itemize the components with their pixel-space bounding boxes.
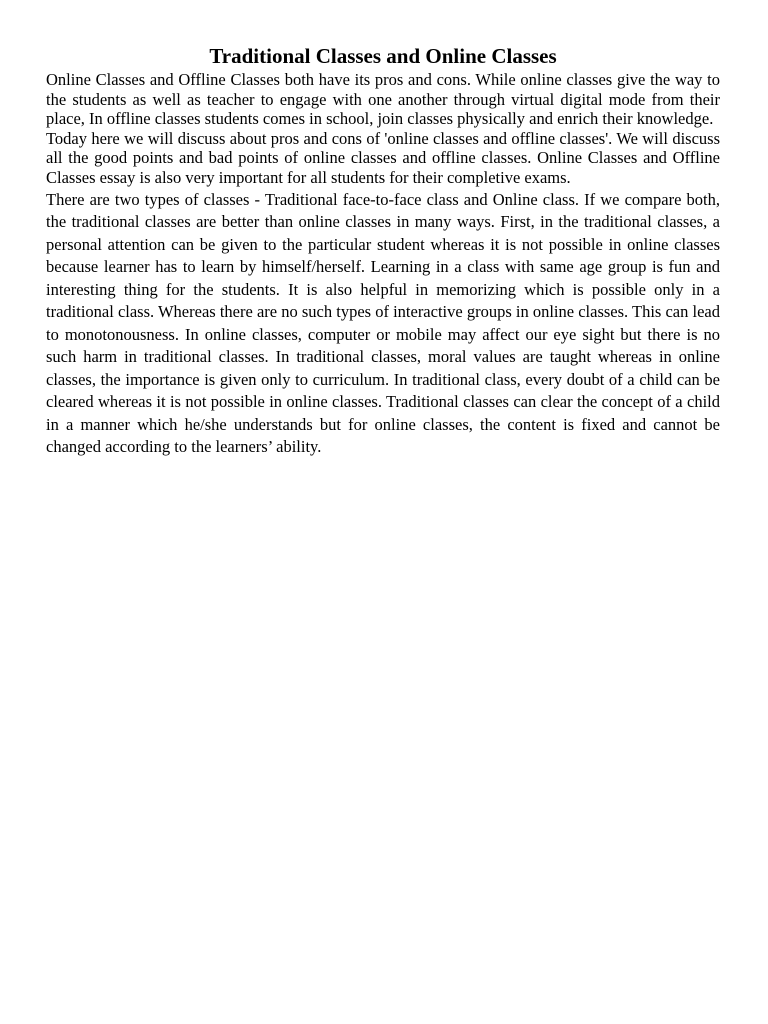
essay-body — [46, 44, 720, 459]
intro-paragraph: Online Classes and Offline Classes both have its pros and cons. While online classes give the way to the students as well as teacher to engage with one another through virtual digital mode from their place, In offline classes students comes in school, join classes physically and enrich their knowledge. — [46, 70, 720, 129]
comparison-paragraph: There are two types of classes - Traditional face-to-face class and Online class. If we compare both, the traditional classes are better than online classes in many ways. First, in the traditional classes, a personal attention can be given to the particular student whereas it is not possible in online classes because learner has to learn by himself/herself. Learning in a class with same age group is fun and interesting thing for the students. It is also helpful in memorizing which is possible only in a traditional class. Whereas there are no such types of interactive groups in online classes. This can lead to monotonousness. In online classes, computer or mobile may affect our eye sight but there is no such harm in traditional classes. In traditional classes, moral values are taught whereas in online classes, the importance is given only to curriculum. In traditional class, every doubt of a child can be cleared whereas it is not possible in online classes. Traditional classes can clear the concept of a child in a manner which he/she understands but for online classes, the content is fixed and cannot be changed according to the learners’ ability. — [46, 189, 720, 457]
page-title: Traditional Classes and Online Classes — [209, 44, 557, 68]
discussion-paragraph: Today here we will discuss about pros and cons of 'online classes and offline classes'. We will discuss all the good points and bad points of online classes and offline classes. Online Classes and Offline Classes essay is also very important for all students for their completive exams. — [46, 128, 720, 187]
